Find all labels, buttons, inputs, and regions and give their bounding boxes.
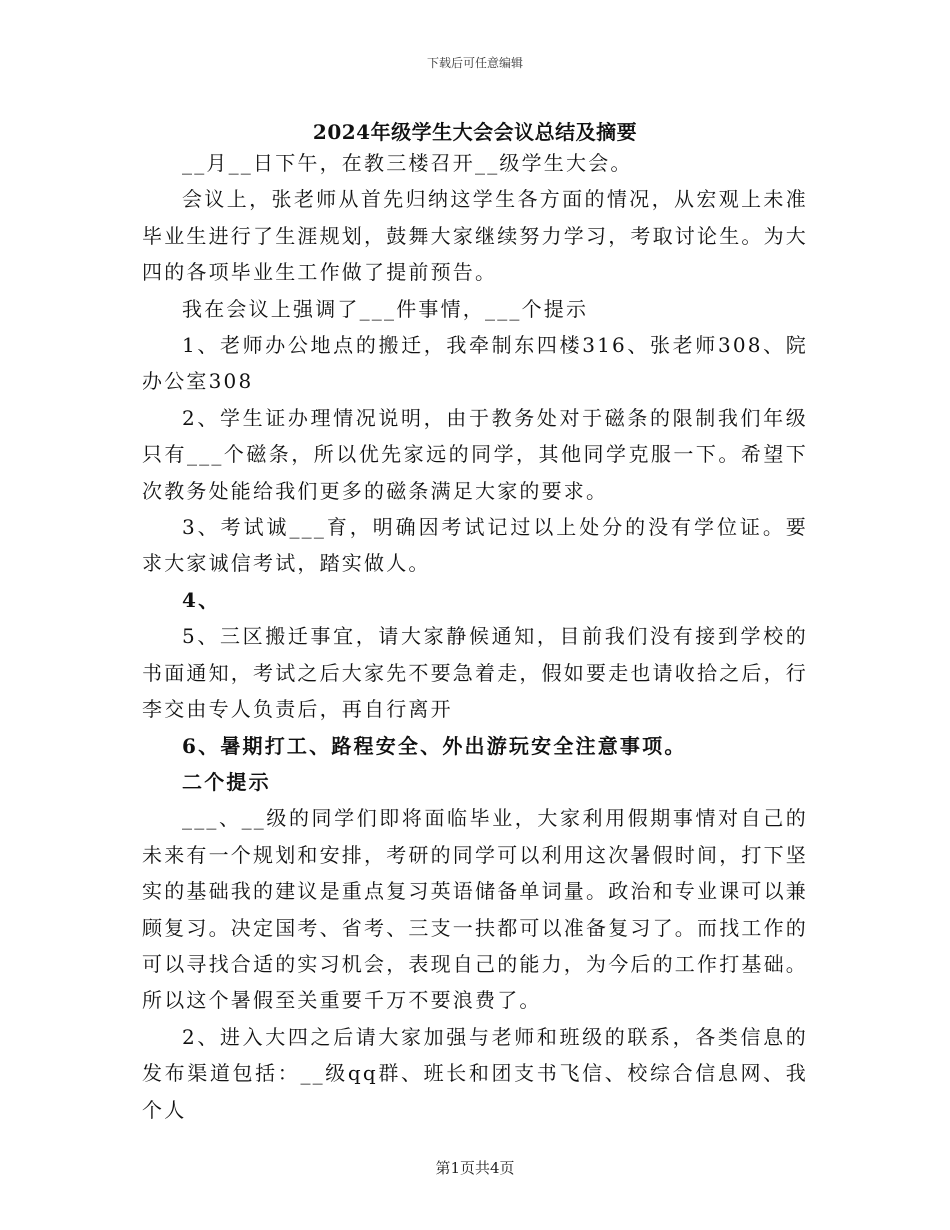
paragraph-item-3: 3、考试诚___育，明确因考试记过以上处分的没有学位证。要求大家诚信考试，踏实做人。 bbox=[142, 515, 808, 576]
paragraph-tip-2: 2、进入大四之后请大家加强与老师和班级的联系，各类信息的发布渠道包括：__级qq群、班长和团支书飞信、校综合信息网、我个人 bbox=[142, 1024, 808, 1122]
document-title: 2024年级学生大会会议总结及摘要 bbox=[312, 120, 638, 144]
page-number: 第1页共4页 bbox=[435, 1159, 515, 1177]
paragraph-item-1: 1、老师办公地点的搬迁，我牵制东四楼316、张老师308、院办公室308 bbox=[142, 333, 808, 394]
paragraph-tip-1: ___、__级的同学们即将面临毕业，大家利用假期事情对自己的未来有一个规划和安排，考研的同学可以利用这次暑假时间，打下坚实的基础我的建议是重点复习英语储备单词量。政治和专业课可以兼顾复习。决定国考、省考、三支一扶都可以准备复习了。而找工作的可以寻找合适的实习机会，表现自己的能力，为今后的工作打基础。所以这个暑假至关重要千万不要浪费了。 bbox=[142, 806, 808, 1013]
paragraph-meeting-summary: 会议上，张老师从首先归纳这学生各方面的情况，从宏观上未准毕业生进行了生涯规划，鼓舞大家继续努力学习，考取讨论生。为大四的各项毕业生工作做了提前预告。 bbox=[142, 187, 808, 285]
paragraph-item-5: 5、三区搬迁事宜，请大家静候通知，目前我们没有接到学校的书面通知，考试之后大家先不要急着走，假如要走也请收拾之后，行李交由专人负责后，再自行离开 bbox=[142, 624, 808, 722]
paragraph-meeting-time: __月__日下午，在教三楼召开__级学生大会。 bbox=[182, 151, 633, 175]
header-note: 下载后可任意编辑 bbox=[426, 56, 523, 70]
document-body bbox=[142, 145, 808, 1128]
paragraph-item-2: 2、学生证办理情况说明，由于教务处对于磁条的限制我们年级只有___个磁条，所以优先家远的同学，其他同学克服一下。希望下次教务处能给我们更多的磁条满足大家的要求。 bbox=[142, 405, 808, 503]
section-heading-two-tips: 二个提示 bbox=[182, 769, 271, 794]
paragraph-emphasis-intro: 我在会议上强调了___件事情，___个提示 bbox=[182, 296, 589, 321]
paragraph-item-4: 4、 bbox=[182, 587, 221, 612]
paragraph-item-6: 6、暑期打工、路程安全、外出游玩安全注意事项。 bbox=[182, 733, 687, 758]
